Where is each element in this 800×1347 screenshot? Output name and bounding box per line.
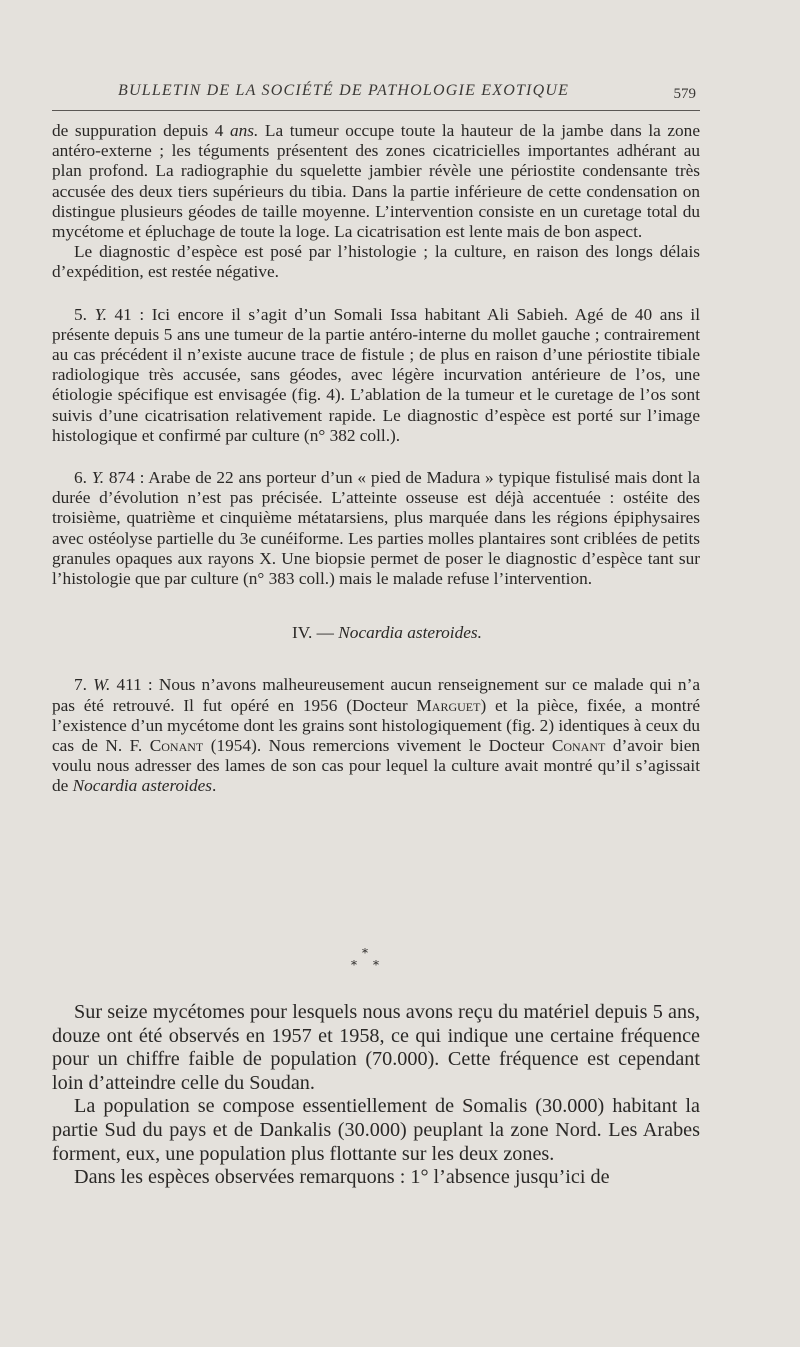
- conclusion-paragraph-2: La population se compose essentiellement de Somalis (30.000) habitant la partie Sud du pays et de Dankalis (30.000) peuplant la zone Nord. Les Arabes forment, eux, une population plus flottante sur les deux zones.: [52, 1095, 700, 1165]
- case-6: 6. Y. 874 : Arabe de 22 ans porteur d’un « pied de Madura » typique fistulisé mais dont la durée d’évolution n’est pas précisée. L’atteinte osseuse est déjà accentuée : ostéite des troisième, quatrième et cinquième métatarsiens, plus marquée dans les régions épiphysaires avec ostéolyse partielle du 3e cunéiforme. Les parties molles plantaires sont criblées de petits granules opaques aux rayons X. Une biopsie permet de poser le diagnostic d’espèce tant sur l’histologie que par culture (n° 383 coll.) mais le malade refuse l’intervention.: [52, 468, 701, 589]
- section-heading-iv: IV. — Nocardia asteroides.: [292, 623, 482, 643]
- asterism-star-right: *: [373, 958, 379, 972]
- spacer: [52, 446, 700, 468]
- conclusion-text: [52, 1001, 700, 1190]
- spacer: [52, 283, 700, 305]
- running-header: [52, 80, 700, 111]
- case-7-id: W.: [93, 675, 111, 695]
- case-4-continuation: de suppuration depuis 4 ans. La tumeur occupe toute la hauteur de la jambe dans la zone antéro-externe ; les téguments présentent des zones cicatricielles importantes adhérant au plan profond. La radiographie du squelette jambier révèle une périostite condensante très accusée des deux tiers supérieurs du tibia. Dans la partie inférieure de cette condensation on distingue plusieurs géodes de taille moyenne. L’intervention consiste en un curetage total du mycétome et épluchage de toute la loge. La cicatrisation est lente mais de bon aspect.: [52, 121, 700, 242]
- spacer: [52, 589, 700, 623]
- case-reports: [52, 121, 700, 797]
- case-4-diagnosis: Le diagnostic d’espèce est posé par l’histologie ; la culture, en raison des longs délais d’expédition, est restée négative.: [52, 242, 700, 282]
- running-title: BULLETIN DE LA SOCIÉTÉ DE PATHOLOGIE EXOTIQUE: [118, 82, 570, 99]
- asterism-star-left: *: [351, 958, 357, 972]
- conclusion-paragraph-1: Sur seize mycétomes pour lesquels nous avons reçu du matériel depuis 5 ans, douze ont été observés en 1957 et 1958, ce qui indique une certaine fréquence pour un chiffre faible de population (70.000). Cette fréquence est cependant loin d’atteindre celle du Soudan.: [52, 1001, 700, 1094]
- page-number: 579: [673, 86, 696, 102]
- case-6-id: Y.: [91, 468, 105, 488]
- asterism-star-top: *: [362, 946, 368, 960]
- spacer: [52, 643, 700, 675]
- conclusion-paragraph-3: Dans les espèces observées remarquons : 1° l’absence jusqu’ici de: [74, 1166, 610, 1189]
- case-7: 7. W. 411 : Nous n’avons malheureusement aucun renseignement sur ce malade qui n’a pas été retrouvé. Il fut opéré en 1956 (Docteur Marguet) et la pièce, fixée, a montré l’existence d’un mycétome dont les grains sont histologiquement (fig. 2) identiques à ceux du cas de N. F. Conant (1954). Nous remercions vivement le Docteur Conant d’avoir bien voulu nous adresser des lames de son cas pour lequel la culture avait montré qu’il s’agissait de Nocardia asteroides.: [52, 675, 701, 796]
- asterism-separator: [349, 946, 385, 980]
- case-5-id: Y.: [94, 304, 107, 324]
- case-5: 5. Y. 41 : Ici encore il s’agit d’un Somali Issa habitant Ali Sabieh. Agé de 40 ans il présente depuis 5 ans une tumeur de la partie antéro-interne du mollet gauche ; contrairement au cas précédent il n’existe aucune trace de fistule ; de plus en raison d’une périostite tibiale radiologique très accusée, sans géodes, avec légère incurvation antérieure de l’os, une étiologie spécifique est envisagée (fig. 4). L’ablation de la tumeur et le curetage de l’os sont suivis d’une cicatrisation relativement rapide. Le diagnostic d’espèce est porté sur l’image histologique et confirmé par culture (n° 382 coll.).: [52, 304, 700, 445]
